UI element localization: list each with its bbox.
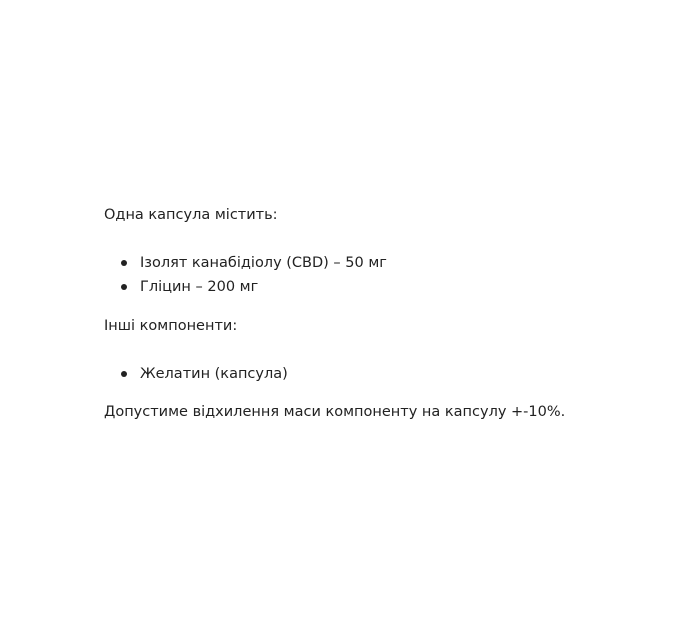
other-components-heading: Інші компоненти: [104,318,238,334]
component-gelatin: Желатин (капсула) [140,366,288,382]
tolerance-note: Допустиме відхилення маси компоненту на капсулу +-10%. [104,404,566,420]
capsule-contents-heading: Одна капсула містить: [104,207,278,223]
list-item [104,251,664,275]
bullet-icon [121,371,127,377]
bullet-icon [121,284,127,290]
other-components-list [104,362,664,386]
ingredient-glycine: Гліцин – 200 мг [140,279,259,295]
ingredients-list [104,251,664,299]
bullet-icon [121,260,127,266]
list-item [104,362,664,386]
list-item [104,275,664,299]
ingredient-cbd: Ізолят канабідіолу (CBD) – 50 мг [140,255,387,271]
composition-section [104,203,664,424]
